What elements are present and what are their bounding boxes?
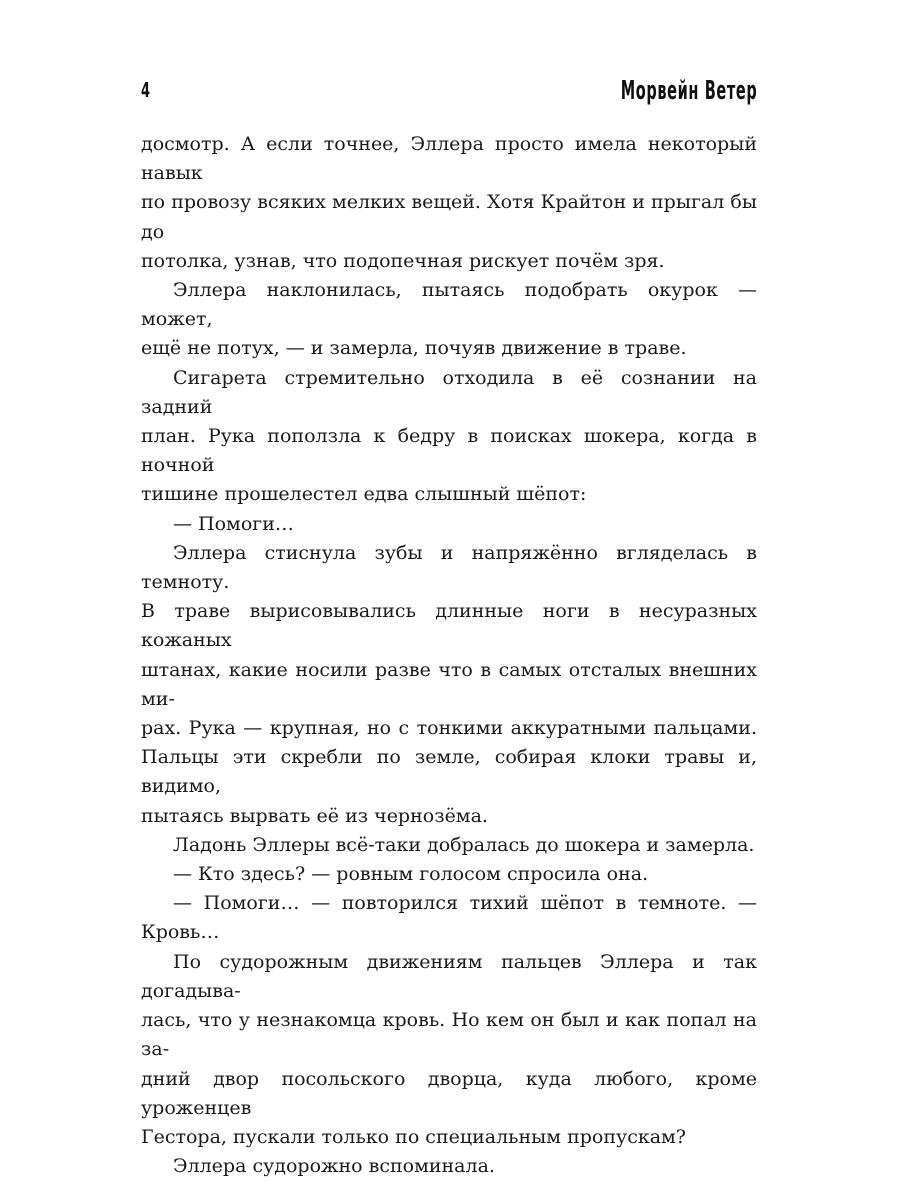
text-line: Эллера судорожно вспоминала. bbox=[173, 1155, 495, 1178]
paragraph bbox=[141, 831, 757, 860]
text-line: рах. Рука — крупная, но с тонкими аккуратными пальцами. bbox=[141, 717, 757, 740]
paragraph bbox=[141, 1152, 757, 1181]
text-line: Сигарета стремительно отходила в её сознании на задний bbox=[141, 366, 757, 418]
text-line: лась, что у незнакомца кровь. Но кем он был и как попал на за- bbox=[141, 1009, 757, 1061]
text-line: план. Рука поползла к бедру в поисках шокера, когда в ночной bbox=[141, 425, 757, 477]
text-line: дний двор посольского дворца, куда любого, кроме уроженцев bbox=[141, 1067, 757, 1119]
text-line: Эллера наклонилась, пытаясь подобрать окурок — может, bbox=[141, 279, 757, 331]
paragraph bbox=[141, 539, 757, 831]
text-line: пытаясь вырвать её из чернозёма. bbox=[141, 804, 488, 827]
page-number: 4 bbox=[141, 78, 151, 102]
text-line: Гестора, пускали только по специальным пропускам? bbox=[141, 1125, 686, 1148]
paragraph bbox=[141, 889, 757, 947]
running-title: Морвейн Ветер bbox=[620, 76, 757, 106]
text-line: Пальцы эти скребли по земле, собирая клоки травы и, видимо, bbox=[141, 746, 757, 798]
paragraph bbox=[141, 364, 757, 510]
text-line: Эллера стиснула зубы и напряжённо вгляделась в темноту. bbox=[141, 541, 757, 594]
text-line: по провозу всяких мелких вещей. Хотя Крайтон и прыгал бы до bbox=[141, 191, 757, 243]
paragraph bbox=[141, 860, 757, 889]
text-line: По судорожным движениям пальцев Эллера и так догадыва- bbox=[141, 950, 757, 1002]
text-line: — Помоги… — повторился тихий шёпот в темноте. — bbox=[173, 892, 757, 915]
text-line: штанах, какие носили разве что в самых отсталых внешних ми- bbox=[141, 658, 757, 710]
text-line: досмотр. А если точнее, Эллера просто имела некоторый навык bbox=[141, 133, 757, 185]
paragraph bbox=[141, 276, 757, 364]
text-line: — Кто здесь? — ровным голосом спросила она. bbox=[173, 863, 649, 886]
text-line: Кровь… bbox=[141, 921, 220, 944]
paragraph bbox=[141, 510, 757, 539]
body-text bbox=[141, 130, 757, 1181]
running-head bbox=[141, 76, 757, 106]
text-line: — Помоги… bbox=[173, 512, 294, 535]
text-line: тишине прошелестел едва слышный шёпот: bbox=[141, 483, 587, 506]
text-line: Ладонь Эллеры всё-таки добралась до шокера и замерла. bbox=[173, 833, 755, 856]
text-line: ещё не потух, — и замерла, почуяв движение в траве. bbox=[141, 337, 687, 360]
paragraph bbox=[141, 130, 757, 276]
paragraph bbox=[141, 948, 757, 1152]
text-line: потолка, узнав, что подопечная рискует почём зря. bbox=[141, 249, 665, 272]
text-line: В траве вырисовывались длинные ноги в несуразных кожаных bbox=[141, 600, 757, 652]
